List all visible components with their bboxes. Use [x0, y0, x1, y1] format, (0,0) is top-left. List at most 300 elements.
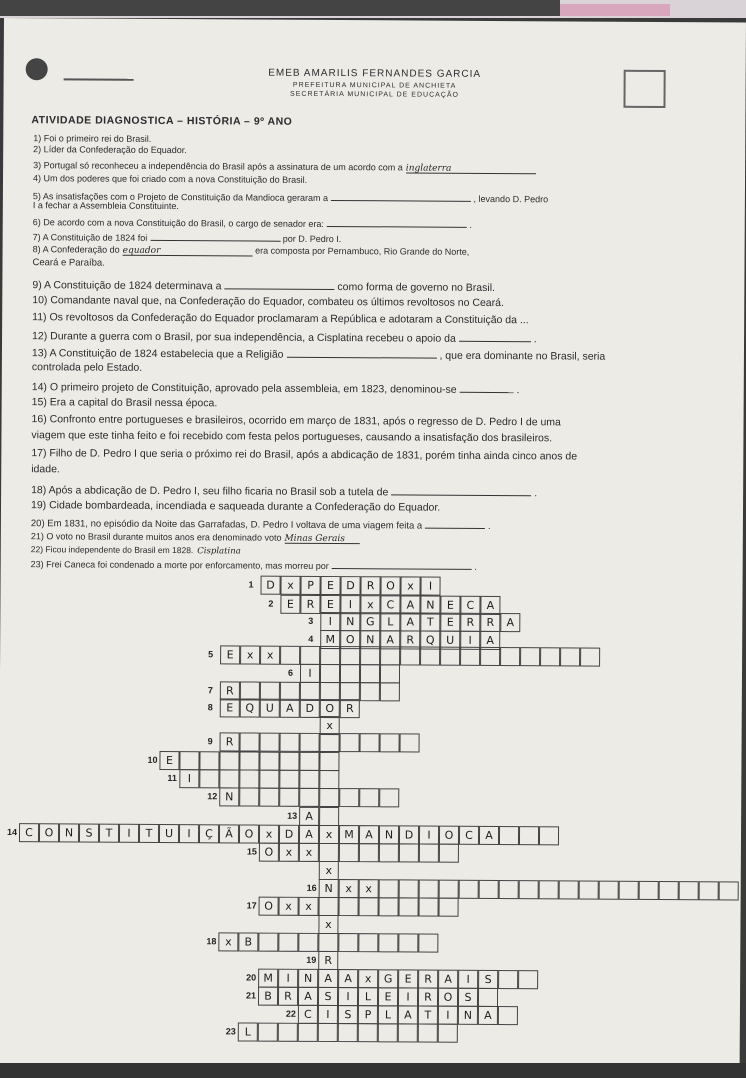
crossword-cell[interactable]: [440, 647, 460, 666]
crossword-cell[interactable]: [300, 646, 320, 665]
crossword-cell[interactable]: [280, 576, 300, 595]
crossword-cell[interactable]: [260, 699, 280, 718]
crossword-cell[interactable]: [319, 861, 339, 880]
handwritten-answer: Minas Gerais: [284, 533, 345, 545]
answer-blank[interactable]: [327, 217, 467, 228]
crossword-cell[interactable]: [400, 646, 420, 665]
question-text-end: .: [485, 520, 491, 532]
crossword-cell[interactable]: [299, 788, 319, 807]
crossword-cell[interactable]: [318, 1005, 338, 1024]
crossword-cell[interactable]: [320, 576, 340, 595]
crossword-cell[interactable]: [220, 698, 240, 717]
crossword-cell[interactable]: [418, 1024, 438, 1043]
crossword-cell[interactable]: [418, 1006, 438, 1025]
answer-blank[interactable]: [284, 534, 359, 544]
cell-letter: E: [165, 754, 173, 768]
crossword-cell[interactable]: [380, 646, 400, 665]
crossword-cell[interactable]: [338, 1023, 358, 1042]
crossword-cell[interactable]: [459, 826, 479, 845]
crossword-cell[interactable]: [360, 682, 380, 701]
crossword-cell[interactable]: [300, 664, 320, 683]
crossword-cell[interactable]: [379, 879, 399, 898]
crossword-cell[interactable]: [398, 987, 418, 1006]
crossword-cell[interactable]: [360, 646, 380, 665]
answer-blank[interactable]: [459, 332, 531, 342]
crossword-cell[interactable]: [240, 645, 260, 664]
cell-letter: T: [424, 1008, 432, 1022]
crossword-cell[interactable]: [338, 987, 358, 1006]
crossword-cell[interactable]: [318, 933, 338, 952]
crossword-cell[interactable]: [619, 881, 639, 900]
crossword-cell[interactable]: [279, 897, 299, 916]
crossword-cell[interactable]: [299, 770, 319, 789]
crossword-cell[interactable]: [320, 733, 340, 752]
crossword-cell[interactable]: [459, 880, 479, 899]
cell-letter: L: [244, 1025, 251, 1039]
crossword-cell[interactable]: [279, 752, 299, 771]
crossword-cell[interactable]: [278, 933, 298, 952]
crossword-cell[interactable]: [39, 823, 59, 842]
crossword-cell[interactable]: [340, 576, 360, 595]
clue-number: 1: [248, 579, 254, 590]
handwritten-answer: Cisplatina: [197, 546, 241, 557]
crossword-cell[interactable]: [219, 787, 239, 806]
crossword-cell[interactable]: [340, 699, 360, 718]
crossword-cell[interactable]: [419, 826, 439, 845]
crossword-cell[interactable]: [239, 751, 259, 770]
cell-letter: x: [365, 882, 372, 896]
crossword-cell[interactable]: [19, 823, 39, 842]
crossword-cell[interactable]: [380, 576, 400, 595]
crossword-cell[interactable]: [358, 1023, 378, 1042]
cell-letter: x: [325, 863, 333, 878]
crossword-cell[interactable]: [318, 951, 338, 970]
crossword-cell[interactable]: [338, 969, 358, 988]
cell-letter: C: [304, 1007, 312, 1021]
crossword-cell[interactable]: [458, 988, 478, 1007]
prefeitura-name: PREFEITURA MUNICIPAL DE ANCHIETA: [292, 81, 457, 90]
question-text: 18) Após a abdicação de D. Pedro I, seu filho ficaria no Brasil sob a tutela de: [31, 484, 389, 499]
crossword-cell[interactable]: [559, 880, 579, 899]
crossword-cell[interactable]: [299, 752, 319, 771]
crossword-cell[interactable]: [360, 664, 380, 683]
crossword-cell[interactable]: [278, 969, 298, 988]
crossword-cell[interactable]: [480, 647, 500, 666]
cell-letter: R: [345, 702, 354, 716]
crossword-cell[interactable]: [319, 770, 339, 789]
crossword-cell[interactable]: [258, 987, 278, 1006]
crossword-cell[interactable]: [418, 970, 438, 989]
crossword-cell[interactable]: [318, 1023, 338, 1042]
crossword-cell[interactable]: [480, 613, 500, 632]
crossword-cell[interactable]: [239, 769, 259, 788]
question-5b: [33, 201, 179, 211]
crossword-cell[interactable]: [280, 733, 300, 752]
crossword-cell[interactable]: [398, 1005, 418, 1024]
crossword-cell[interactable]: [399, 879, 419, 898]
crossword-cell[interactable]: [280, 699, 300, 718]
cell-letter: B: [244, 935, 253, 949]
crossword-cell[interactable]: [298, 1023, 318, 1042]
answer-blank[interactable]: [391, 485, 531, 496]
crossword-cell[interactable]: [258, 969, 278, 988]
crossword-cell[interactable]: [339, 788, 359, 807]
cell-letter: S: [464, 990, 472, 1004]
crossword-cell[interactable]: [458, 970, 478, 989]
crossword-cell[interactable]: [419, 898, 439, 917]
crossword-cell[interactable]: [318, 969, 338, 988]
crossword-cell[interactable]: [460, 613, 480, 632]
crossword-cell[interactable]: [400, 576, 420, 595]
crossword-cell[interactable]: [278, 987, 298, 1006]
cell-letter: E: [446, 598, 454, 612]
crossword-cell[interactable]: [59, 823, 79, 842]
crossword-cell[interactable]: [380, 682, 400, 701]
crossword-cell[interactable]: [358, 933, 378, 952]
crossword-cell[interactable]: [159, 751, 179, 770]
cell-letter: E: [226, 701, 234, 715]
crossword-cell[interactable]: [560, 647, 580, 666]
cell-letter: I: [286, 971, 290, 985]
cell-letter: R: [226, 684, 234, 698]
answer-blank[interactable]: [331, 191, 471, 202]
answer-blank[interactable]: [425, 519, 485, 529]
crossword-cell[interactable]: [520, 647, 540, 666]
crossword-cell[interactable]: [358, 987, 378, 1006]
crossword-cell[interactable]: [418, 934, 438, 953]
crossword-cell[interactable]: [319, 788, 339, 807]
answer-blank[interactable]: [406, 163, 536, 174]
crossword-cell[interactable]: [478, 988, 498, 1007]
clue-number: 4: [308, 633, 314, 644]
cell-letter: M: [325, 632, 335, 647]
crossword-cell[interactable]: [259, 752, 279, 771]
cell-letter: I: [328, 614, 332, 629]
cell-letter: D: [284, 827, 294, 841]
clue-number: 6: [287, 667, 294, 678]
clue-number: 15: [246, 846, 257, 857]
question-3b: [33, 174, 307, 185]
crossword-cell[interactable]: [438, 1006, 458, 1025]
crossword-cell[interactable]: [400, 733, 420, 752]
crossword-cell[interactable]: [420, 613, 440, 632]
crossword-cell[interactable]: [258, 933, 278, 952]
question-text: 4) Um dos poderes que foi criado com a nova Constituição do Brasil.: [32, 173, 308, 185]
crossword-cell[interactable]: [639, 881, 659, 900]
cell-letter: A: [486, 633, 495, 648]
cell-letter: S: [324, 989, 332, 1004]
crossword-cell[interactable]: [240, 698, 260, 717]
crossword-cell[interactable]: [499, 826, 519, 845]
crossword-cell[interactable]: [318, 987, 338, 1006]
crossword-cell[interactable]: [379, 825, 399, 844]
cell-letter: I: [427, 828, 431, 842]
cell-letter: T: [145, 826, 153, 840]
question-text-end: .: [471, 561, 477, 572]
crossword-cell[interactable]: [260, 733, 280, 752]
crossword-cell[interactable]: [359, 825, 379, 844]
crossword-cell[interactable]: [398, 933, 418, 952]
crossword-cell[interactable]: [299, 897, 319, 916]
crossword-cell[interactable]: [340, 664, 360, 683]
crossword-cell[interactable]: [199, 751, 219, 770]
worksheet-page: [0, 18, 746, 1068]
crossword-cell[interactable]: [299, 807, 319, 826]
crossword-cell[interactable]: [359, 788, 379, 807]
question-23: [31, 557, 477, 572]
crossword-cell[interactable]: [299, 825, 319, 844]
crossword-cell[interactable]: [419, 880, 439, 899]
crossword-cell[interactable]: [279, 825, 299, 844]
crossword-cell[interactable]: [659, 881, 679, 900]
crossword-cell[interactable]: [460, 647, 480, 666]
crossword-cell[interactable]: [438, 1024, 458, 1043]
crossword-cell[interactable]: [159, 824, 179, 843]
crossword-cell[interactable]: [320, 612, 340, 631]
cell-letter: N: [384, 828, 394, 842]
question-text-end: , que era dominante no Brasil, seria: [436, 349, 606, 363]
cell-letter: C: [466, 598, 475, 612]
question-22: [31, 545, 241, 556]
crossword-cell[interactable]: [298, 933, 318, 952]
crossword-cell[interactable]: [179, 824, 199, 843]
crossword-cell[interactable]: [340, 733, 360, 752]
cell-letter: x: [325, 917, 332, 932]
crossword-cell[interactable]: [259, 843, 279, 862]
crossword-cell[interactable]: [380, 612, 400, 631]
crossword-cell[interactable]: [298, 1005, 318, 1024]
question-9: [32, 278, 495, 293]
crossword-cell[interactable]: [399, 843, 419, 862]
crossword-cell[interactable]: [298, 987, 318, 1006]
crossword-cell[interactable]: [359, 879, 379, 898]
crossword-cell[interactable]: [478, 1006, 498, 1025]
answer-blank[interactable]: [287, 348, 437, 359]
crossword-cell[interactable]: [260, 646, 280, 665]
answer-blank[interactable]: [150, 231, 280, 242]
crossword-cell[interactable]: [358, 1005, 378, 1024]
crossword-cell[interactable]: [179, 769, 199, 788]
crossword-cell[interactable]: [319, 825, 339, 844]
crossword-cell[interactable]: [378, 933, 398, 952]
crossword-cell[interactable]: [259, 897, 279, 916]
crossword-cell[interactable]: [399, 825, 419, 844]
crossword-cell[interactable]: [499, 880, 519, 899]
crossword-cell[interactable]: [579, 881, 599, 900]
crossword-cell[interactable]: [519, 826, 539, 845]
crossword-cell[interactable]: [299, 843, 319, 862]
crossword-cell[interactable]: [518, 970, 538, 989]
crossword-cell[interactable]: [300, 699, 320, 718]
crossword-cell[interactable]: [498, 1006, 518, 1025]
crossword-cell[interactable]: [380, 733, 400, 752]
question-18: [31, 483, 537, 499]
question-3: [33, 161, 536, 174]
crossword-cell[interactable]: [300, 595, 320, 614]
answer-blank[interactable]: [123, 246, 253, 257]
crossword-cell[interactable]: [498, 970, 518, 989]
crossword-cell[interactable]: [280, 595, 300, 614]
crossword-cell[interactable]: [279, 770, 299, 789]
cell-letter: x: [326, 718, 333, 733]
crossword-cell[interactable]: [319, 843, 339, 862]
crossword-cell[interactable]: [319, 897, 339, 916]
crossword-cell[interactable]: [340, 646, 360, 665]
crossword-cell[interactable]: [320, 664, 340, 683]
crossword-cell[interactable]: [319, 752, 339, 771]
crossword-cell[interactable]: [139, 824, 159, 843]
cell-letter: I: [466, 972, 470, 986]
crossword-cell[interactable]: [399, 897, 419, 916]
crossword-cell[interactable]: [580, 648, 600, 667]
question-19: [31, 500, 440, 513]
question-7: [33, 230, 342, 244]
crossword-cell[interactable]: [339, 897, 359, 916]
crossword-cell[interactable]: [259, 788, 279, 807]
cell-letter: E: [446, 615, 454, 629]
crossword-cell[interactable]: [540, 647, 560, 666]
crossword-cell[interactable]: [418, 988, 438, 1007]
crossword-cell[interactable]: [338, 933, 358, 952]
cell-letter: E: [327, 578, 335, 593]
crossword-cell[interactable]: [318, 915, 338, 934]
crossword-cell[interactable]: [379, 843, 399, 862]
crossword-cell[interactable]: [519, 880, 539, 899]
crossword-cell[interactable]: [500, 613, 520, 632]
cell-letter: C: [465, 828, 473, 842]
crossword-cell[interactable]: [219, 824, 239, 843]
cell-letter: N: [346, 615, 355, 629]
crossword-cell[interactable]: [539, 880, 559, 899]
cell-letter: x: [266, 648, 274, 662]
crossword-cell[interactable]: [438, 970, 458, 989]
crossword-cell[interactable]: [358, 969, 378, 988]
crossword-cell[interactable]: [239, 787, 259, 806]
crossword-cell[interactable]: [599, 881, 619, 900]
question-text: 12) Durante a guerra com o Brasil, por sua independência, a Cisplatina recebeu o apoio da: [32, 330, 456, 345]
crossword-cell[interactable]: [380, 664, 400, 683]
crossword-cell[interactable]: [238, 1022, 258, 1041]
cell-letter: D: [404, 828, 414, 842]
crossword-cell[interactable]: [219, 769, 239, 788]
answer-blank[interactable]: [332, 559, 472, 570]
crossword-cell[interactable]: [378, 969, 398, 988]
cell-letter: N: [64, 826, 74, 840]
crossword-cell[interactable]: [539, 826, 559, 845]
crossword-cell[interactable]: [218, 932, 238, 951]
cell-letter: U: [446, 633, 455, 647]
crossword-cell[interactable]: [440, 613, 460, 632]
cell-letter: R: [306, 597, 315, 611]
crossword-cell[interactable]: [439, 844, 459, 863]
crossword-cell[interactable]: [99, 824, 119, 843]
crossword-cell[interactable]: [279, 843, 299, 862]
crossword-cell[interactable]: [199, 824, 219, 843]
crossword-cell[interactable]: [419, 844, 439, 863]
crossword-cell[interactable]: [719, 881, 739, 900]
cell-letter: x: [287, 578, 294, 592]
crossword-cell[interactable]: [339, 825, 359, 844]
cell-letter: R: [466, 615, 475, 629]
crossword-cell[interactable]: [300, 733, 320, 752]
crossword-cell[interactable]: [259, 770, 279, 789]
crossword-cell[interactable]: [360, 576, 380, 595]
crossword-cell[interactable]: [338, 1005, 358, 1024]
crossword-cell[interactable]: [420, 647, 440, 666]
crossword-cell[interactable]: [439, 826, 459, 845]
crossword-cell[interactable]: [179, 751, 199, 770]
crossword-cell[interactable]: [439, 898, 459, 917]
crossword-cell[interactable]: [679, 881, 699, 900]
question-20: [31, 516, 491, 531]
cell-letter: D: [346, 579, 355, 593]
crossword-cell[interactable]: [220, 732, 240, 751]
crossword-cell[interactable]: [259, 825, 279, 844]
crossword-cell[interactable]: [378, 1023, 398, 1042]
crossword-cell[interactable]: [379, 788, 399, 807]
crossword-cell[interactable]: [258, 1023, 278, 1042]
crossword-cell[interactable]: [439, 880, 459, 899]
handwritten-answer: inglaterra: [405, 163, 452, 174]
crossword-cell[interactable]: [219, 751, 239, 770]
crossword-cell[interactable]: [339, 879, 359, 898]
crossword-cell[interactable]: [359, 897, 379, 916]
crossword-cell[interactable]: [300, 576, 320, 595]
crossword-cell[interactable]: [479, 826, 499, 845]
crossword-cell[interactable]: [360, 612, 380, 631]
crossword-cell[interactable]: [359, 843, 379, 862]
crossword-cell[interactable]: [340, 612, 360, 631]
crossword-cell[interactable]: [360, 733, 380, 752]
crossword-cell[interactable]: [260, 576, 280, 595]
crossword-cell[interactable]: [298, 969, 318, 988]
crossword-cell[interactable]: [398, 1023, 418, 1042]
crossword-cell[interactable]: [699, 881, 719, 900]
crossword-cell[interactable]: [278, 1023, 298, 1042]
crossword-cell[interactable]: [240, 732, 260, 751]
crossword-cell[interactable]: [279, 788, 299, 807]
crossword-cell[interactable]: [319, 807, 339, 826]
crossword-cell[interactable]: [119, 824, 139, 843]
crossword-cell[interactable]: [500, 647, 520, 666]
crossword-cell[interactable]: [238, 932, 258, 951]
crossword-cell[interactable]: [280, 646, 300, 665]
crossword-cell[interactable]: [478, 970, 498, 989]
crossword-cell[interactable]: [379, 897, 399, 916]
crossword-cell[interactable]: [320, 646, 340, 665]
crossword-cell[interactable]: [239, 824, 259, 843]
crossword-cell[interactable]: [199, 769, 219, 788]
crossword-cell[interactable]: [339, 843, 359, 862]
cell-letter: Q: [425, 633, 435, 647]
crossword-cell[interactable]: [458, 1006, 478, 1025]
answer-blank[interactable]: [224, 279, 334, 290]
cell-letter: S: [344, 1008, 352, 1022]
crossword-cell[interactable]: [438, 988, 458, 1007]
crossword-cell[interactable]: [400, 612, 420, 631]
crossword-cell[interactable]: [420, 577, 440, 596]
crossword-cell[interactable]: [378, 1005, 398, 1024]
crossword-cell[interactable]: [398, 969, 418, 988]
answer-blank[interactable]: [460, 383, 514, 393]
crossword-cell[interactable]: [319, 879, 339, 898]
crossword-cell[interactable]: [479, 880, 499, 899]
crossword-cell[interactable]: [220, 645, 240, 664]
crossword-cell[interactable]: [79, 823, 99, 842]
cell-letter: R: [225, 735, 234, 749]
cell-letter: R: [366, 579, 375, 593]
crossword-cell[interactable]: [378, 987, 398, 1006]
